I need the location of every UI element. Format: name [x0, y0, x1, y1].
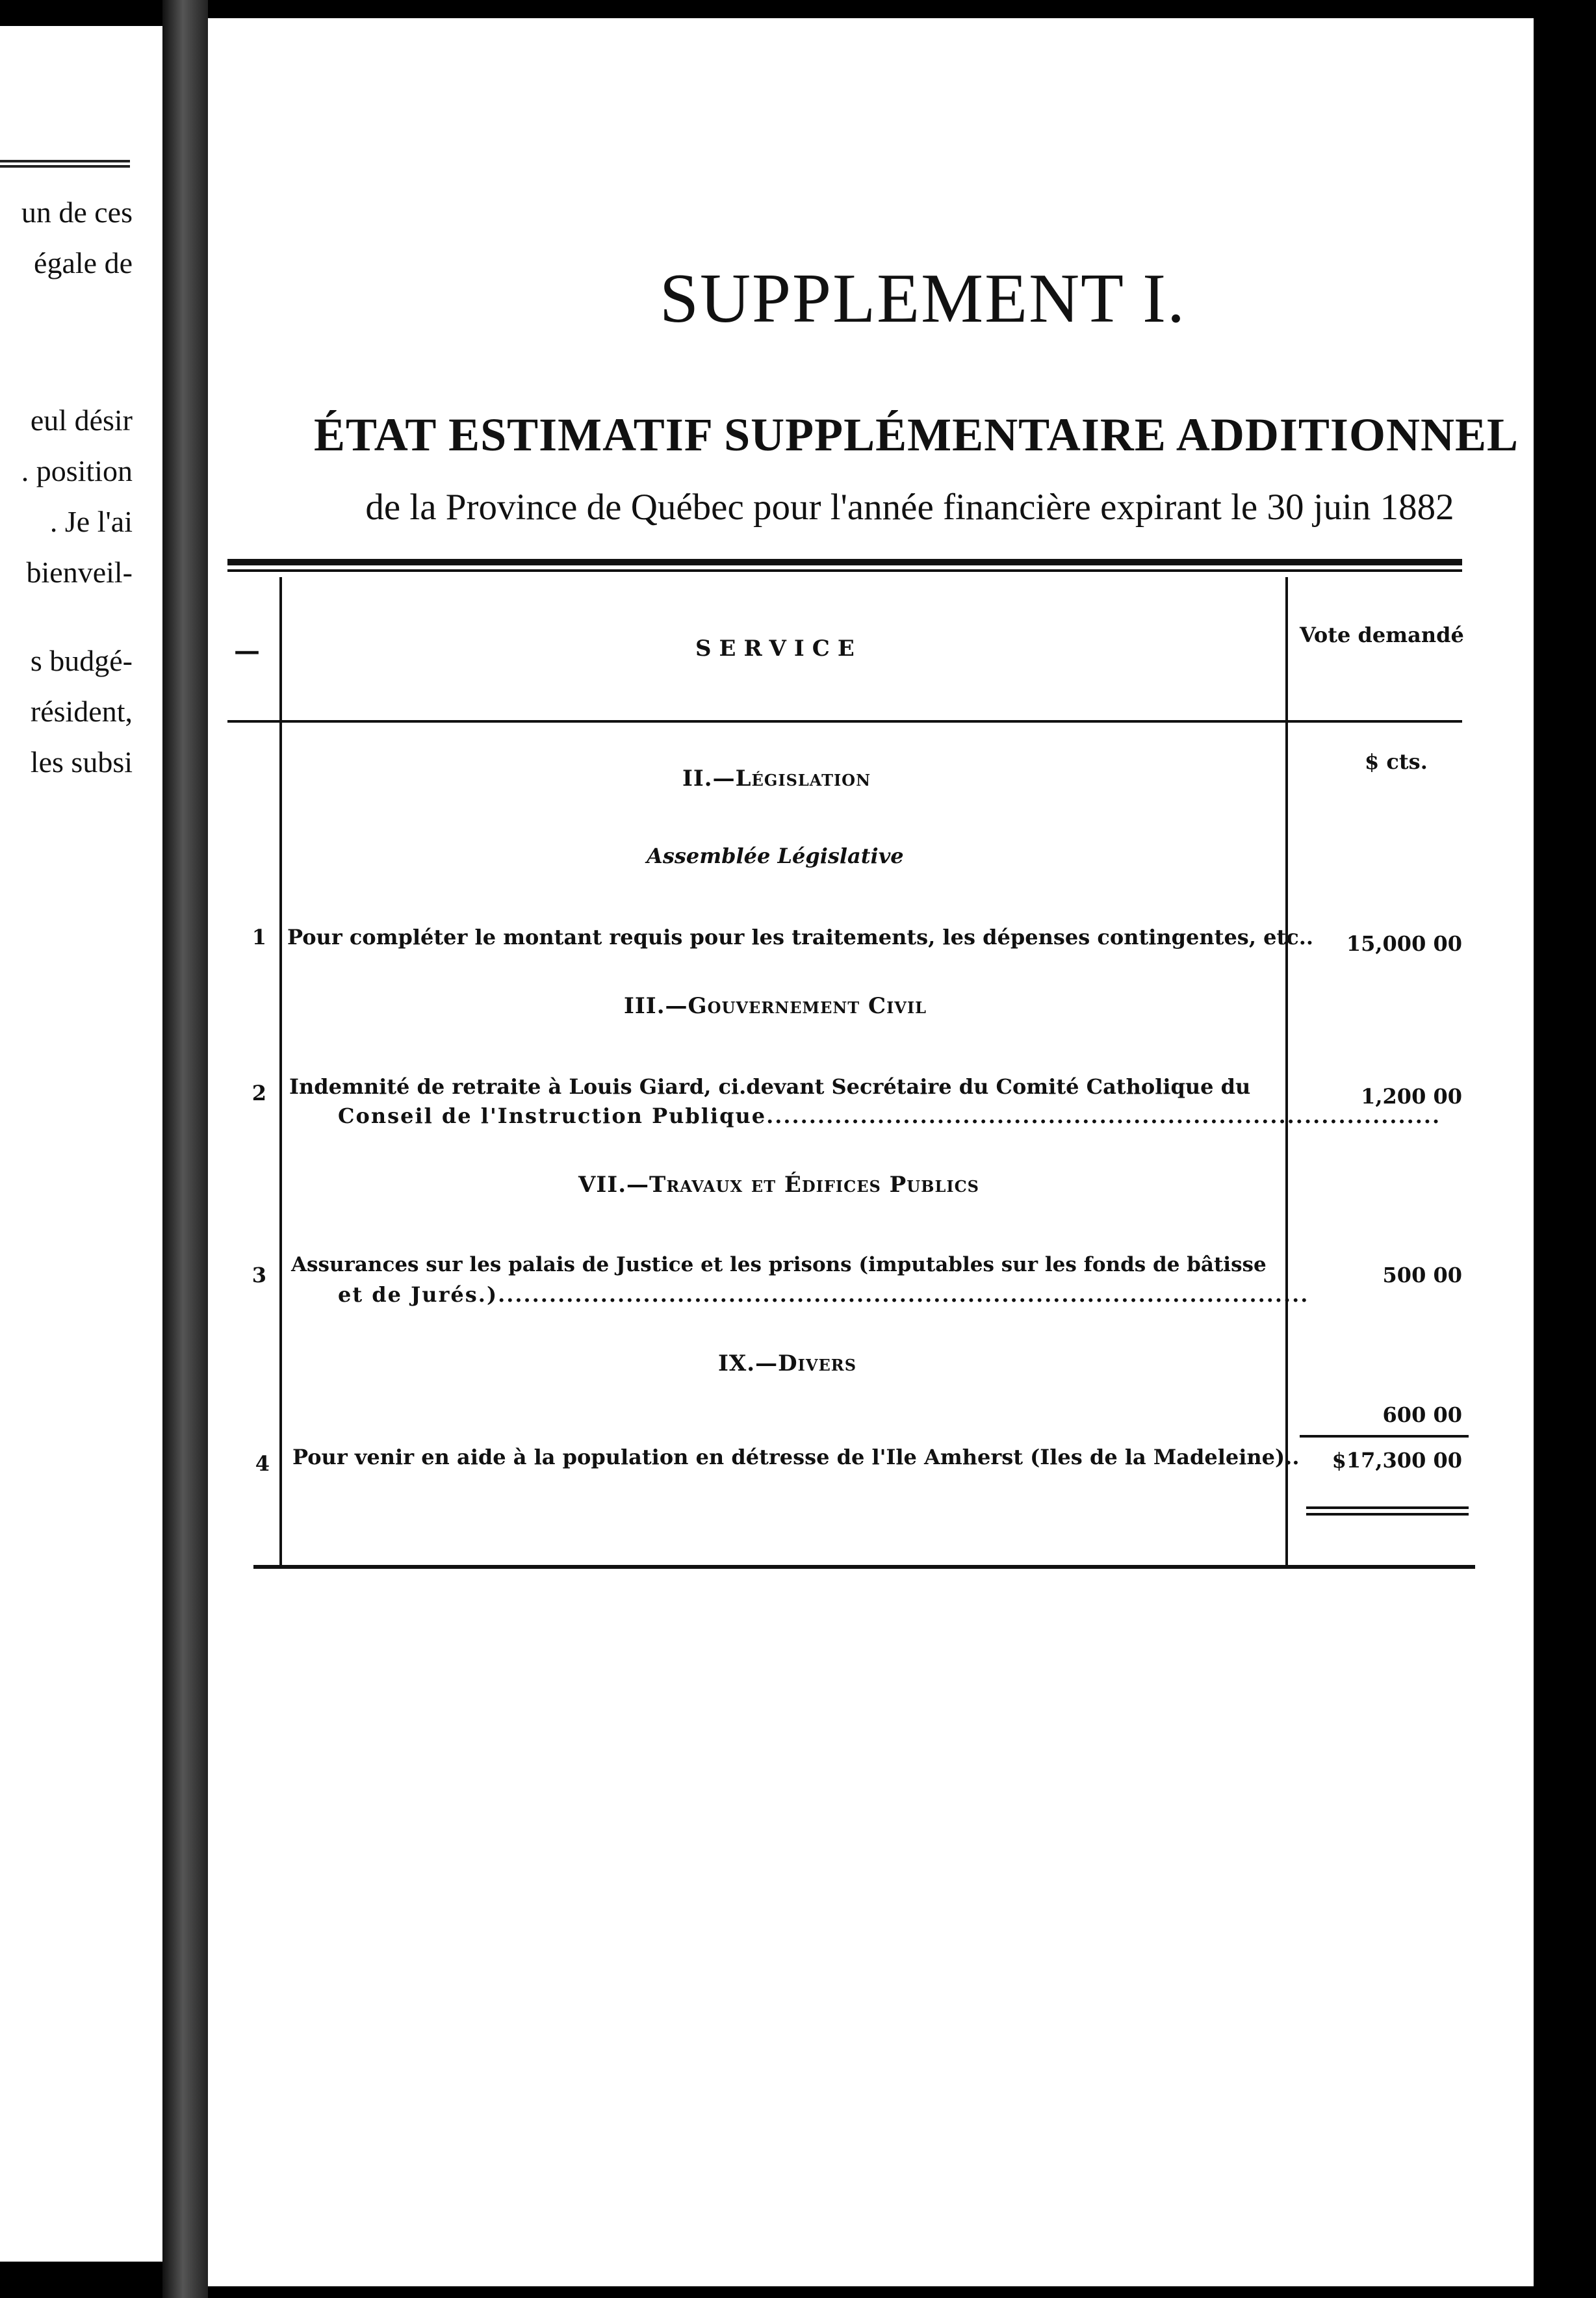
section-title: IX.—Divers [718, 1350, 857, 1376]
header-num: — [234, 636, 260, 666]
left-line: les subsi [30, 745, 133, 779]
currency-label: $ cts. [1365, 749, 1428, 774]
table-top-rule [227, 559, 1462, 565]
item-text: Assurances sur les palais de Justice et les prisons (imputables sur les fonds de bâtisse [291, 1253, 1267, 1276]
item-text-continued [338, 1282, 1309, 1307]
left-page-fragment [0, 26, 162, 2262]
item-number: 2 [251, 1081, 266, 1105]
heading: ÉTAT ESTIMATIF SUPPLÉMENTAIRE ADDITIONNEL [313, 409, 1519, 461]
item-amount: 500 00 [1382, 1263, 1462, 1287]
left-line: eul désir [30, 404, 133, 437]
section-subtitle: Assemblée Législative [647, 844, 904, 868]
sum-rule [1300, 1435, 1469, 1438]
item-number: 1 [251, 925, 266, 949]
left-line: égale de [34, 246, 133, 279]
leader-dots: ............................................................................................... [498, 1282, 1309, 1307]
left-line: un de ces [21, 196, 133, 229]
column-divider [1285, 577, 1288, 1565]
section-title: III.—Gouvernement Civil [624, 993, 927, 1019]
total-amount: $17,300 00 [1332, 1448, 1462, 1473]
item-amount: 1,200 00 [1361, 1084, 1462, 1109]
left-rule [0, 165, 130, 168]
left-rule [0, 160, 130, 162]
item-text: Pour venir en aide à la population en détresse de l'Ile Amherst (Iles de la Madeleine).. [292, 1445, 1300, 1469]
item-amount: 600 00 [1382, 1402, 1462, 1427]
left-line: . position [21, 454, 133, 487]
total-double-rule [1306, 1513, 1469, 1516]
left-line: bienveil- [26, 556, 133, 589]
section-title: VII.—Travaux et Édifices Publics [578, 1172, 980, 1198]
leader-dots: ............................................................................... [766, 1104, 1441, 1128]
main-page [208, 18, 1534, 2286]
section-title: II.—Législation [682, 766, 871, 792]
item-text-line2: et de Jurés.) [338, 1282, 498, 1307]
header-service: SERVICE [695, 636, 862, 662]
item-text: Pour compléter le montant requis pour les traitements, les dépenses contingentes, etc.. [287, 925, 1313, 949]
item-amount: 15,000 00 [1346, 931, 1462, 956]
item-text-line2: Conseil de l'Instruction Publique [338, 1104, 767, 1128]
left-line: s budgé- [30, 644, 133, 677]
page-title: SUPPLEMENT I. [659, 260, 1187, 337]
table-top-rule [227, 569, 1462, 572]
item-number: 4 [255, 1451, 270, 1476]
book-gutter [162, 0, 208, 2298]
column-divider [279, 577, 282, 1565]
header-vote: Vote demandé [1300, 623, 1464, 647]
left-line: . Je l'ai [49, 505, 133, 538]
item-text-continued [338, 1104, 1441, 1128]
item-text: Indemnité de retraite à Louis Giard, ci.devant Secrétaire du Comité Catholique du [289, 1074, 1251, 1099]
header-bottom-rule [227, 720, 1462, 723]
item-number: 3 [251, 1263, 266, 1287]
subheading: de la Province de Québec pour l'année financière expirant le 30 juin 1882 [365, 487, 1454, 528]
total-double-rule [1306, 1506, 1469, 1509]
left-line: résident, [30, 695, 133, 728]
table-bottom-rule [253, 1565, 1475, 1569]
